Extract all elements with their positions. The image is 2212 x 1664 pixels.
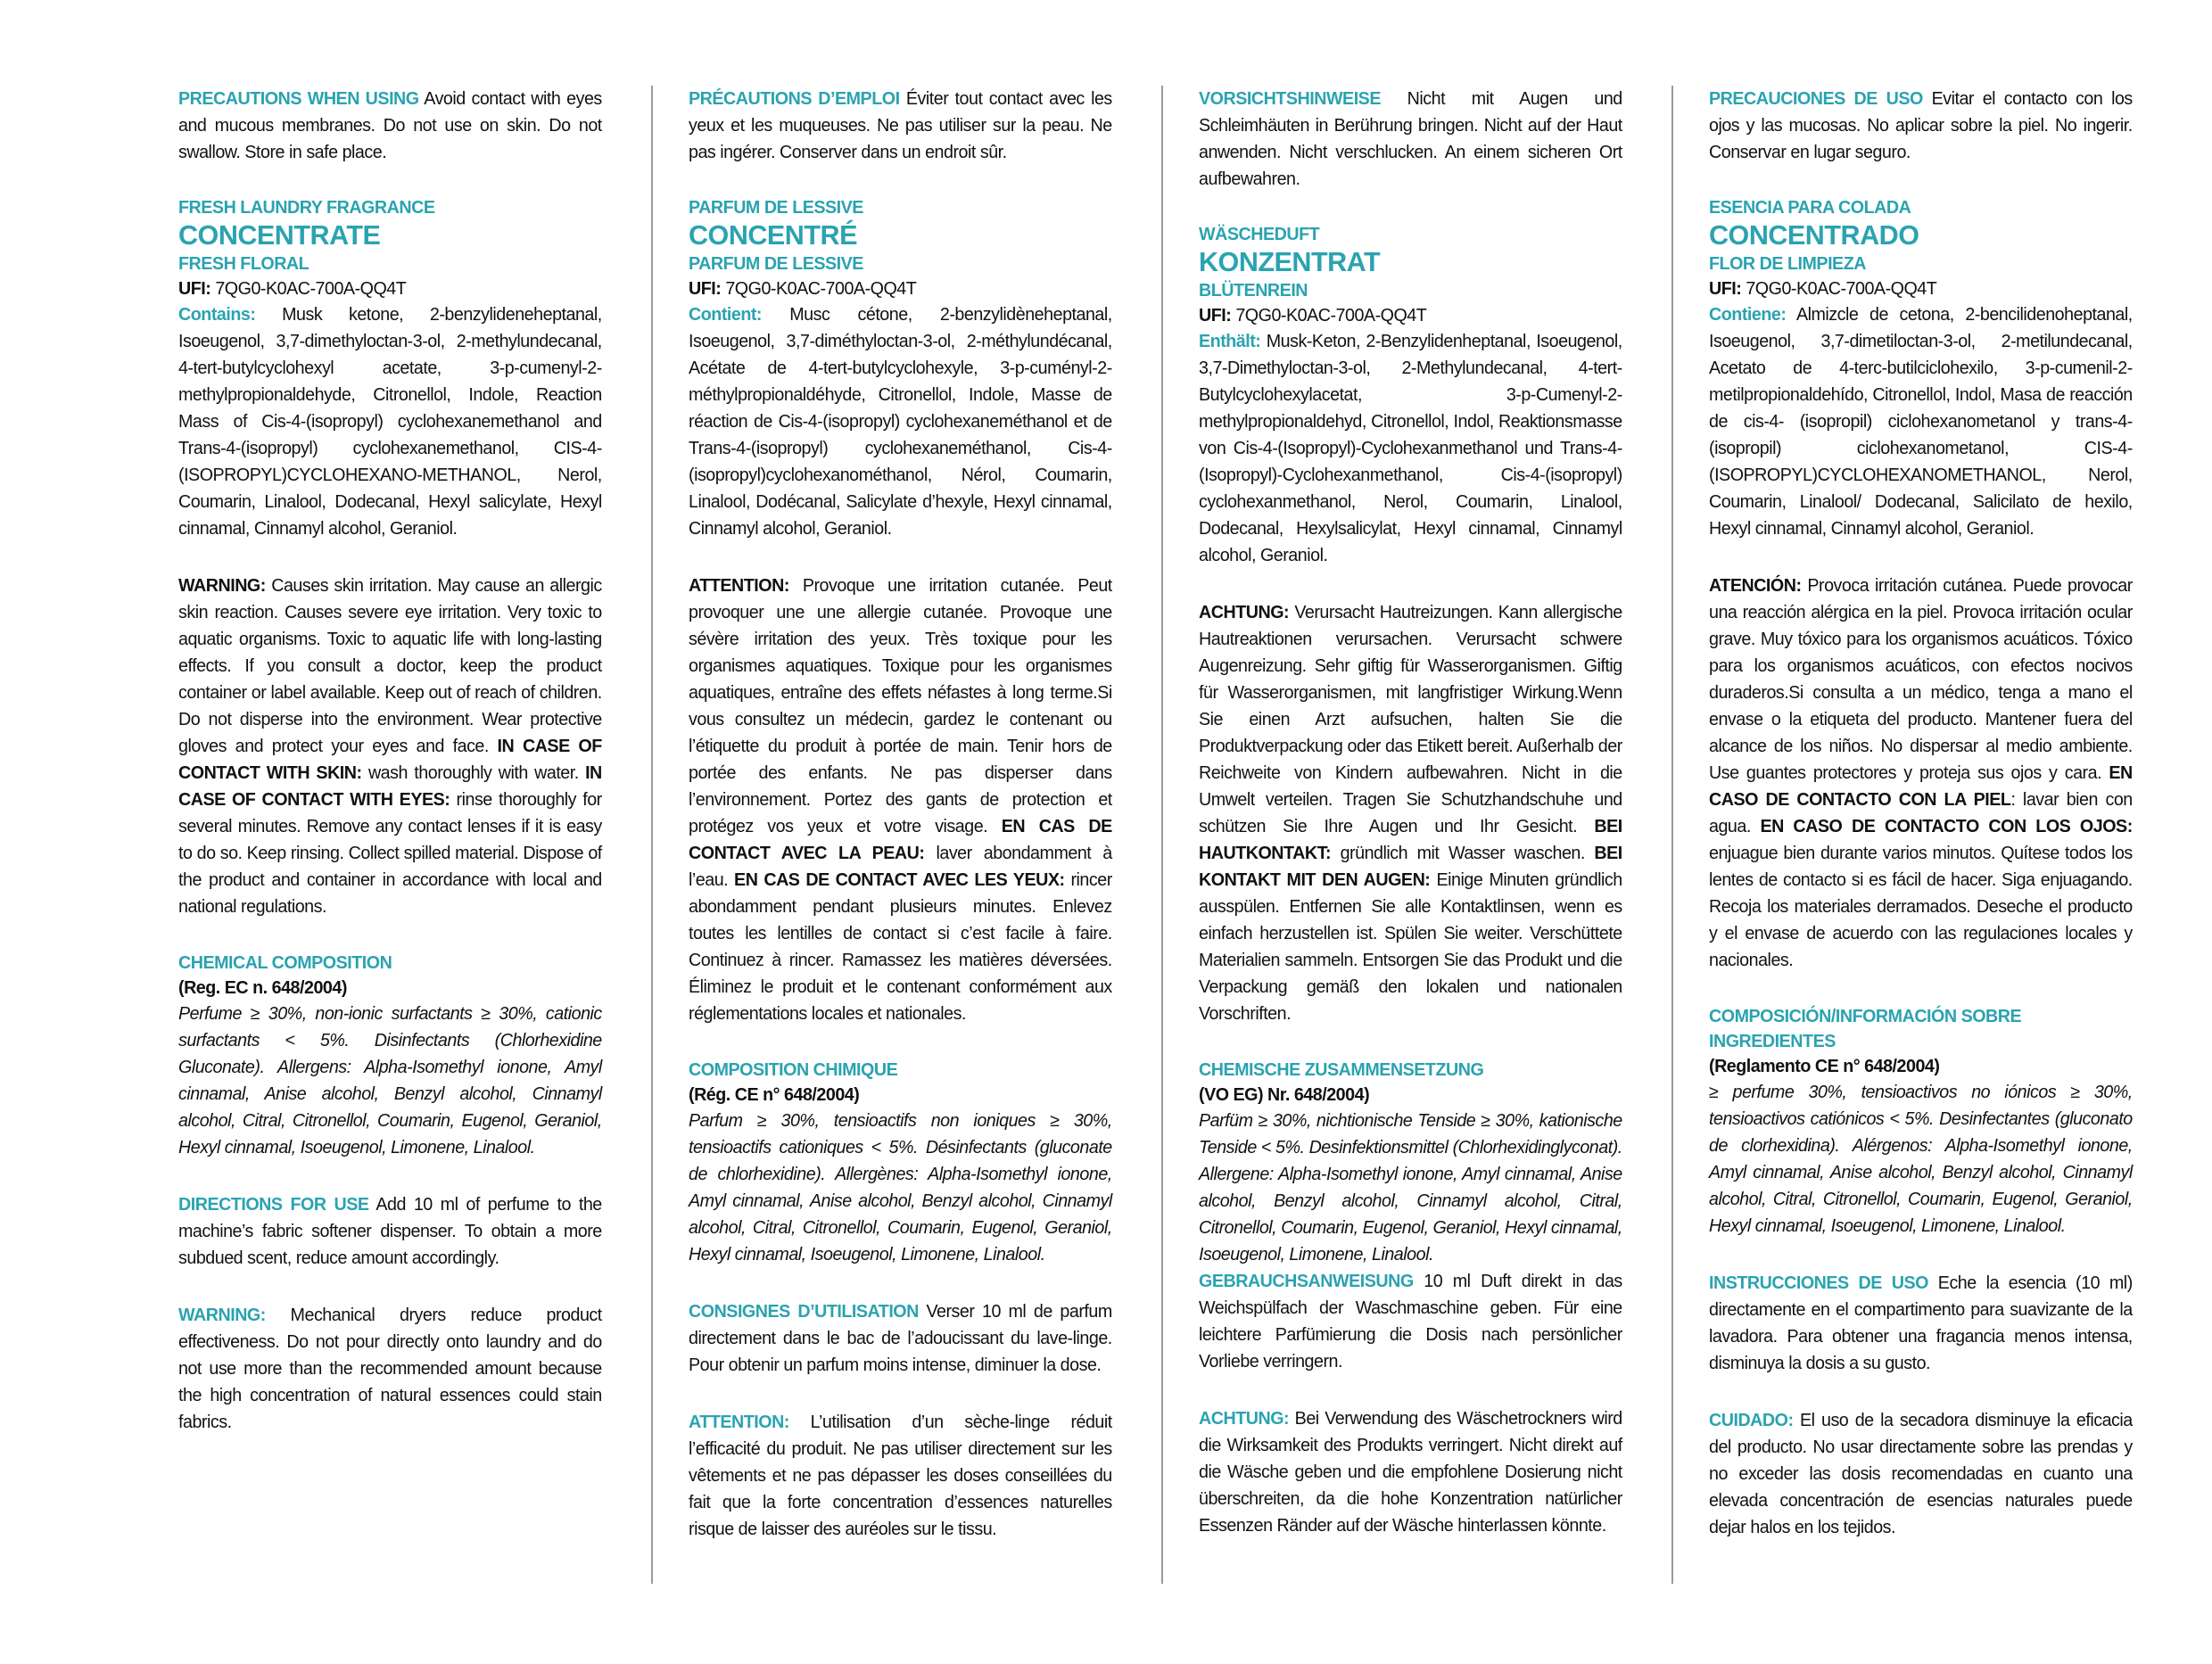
contains-text: Almizcle de cetona, 2-bencilidenoheptanal, Isoeugenol, 3,7-dimetiloctan-3-ol, 2-metilundecanal, Acetato de 4-terc-butilciclohexilo, 3-p-cumenil-2-metilpropionaldehído, Citronellol, Indol, Masa de reacción de cis-4- (isopropil) ciclohexanometanol y trans-4- (isopropil) ciclohexanometanol, CIS-4-(ISOPROPYL)CYCLOHEXANOMETHANOL, Nerol, Coumarin, Linalool/ Dodecanal, Salicilato de hexilo, Hexyl cinnamal, Cinnamyl alcohol, Geraniol. [1709,305,2133,539]
dryer-warning-text: L’utilisation d’un sèche-linge réduit l’efficacité du produit. Ne pas utiliser directement sur les vêtements et ne pas dépasser les doses conseillées du fait que la forte concentration d’essences naturelles risque de laisser des auréoles sur le tissu. [689,1413,1112,1539]
product-type: WÄSCHEDUFT [1199,225,1320,244]
regulation-reference: (Reglamento CE n° 648/2004) [1709,1057,1940,1076]
dryer-warning-label: ATTENTION: [689,1413,789,1432]
warning-paragraph [178,573,602,920]
warning-text: Causes skin irritation. May cause an allergic skin reaction. Causes severe eye irritation. Very toxic to aquatic organisms. Toxic to aquatic life with long-lasting effects. If you consult a doctor, keep the product container or label available. Keep out of reach of children. Do not disperse into the environment. Wear protective gloves and protect your eyes and face. [178,576,602,756]
ufi-code [1709,276,2133,301]
column-divider [1161,86,1163,1584]
precautions-paragraph [689,86,1112,166]
directions-label: DIRECTIONS FOR USE [178,1195,369,1215]
ufi-code [178,276,602,301]
precautions-paragraph [178,86,602,166]
skin-contact-label: EN CASO DE CONTACTO CON LA PIEL [1709,763,2133,810]
ufi-label: UFI: [1199,306,1232,325]
dryer-warning-text: Mechanical dryers reduce product effectiveness. Do not pour directly onto laundry and do not use more than the recommended amount because the high concentration of natural essences could stain fabrics. [178,1306,602,1432]
skin-contact-text: gründlich mit Wasser waschen. [1331,844,1595,863]
attention-paragraph [689,573,1112,1027]
skin-contact-text: laver abondamment à l’eau. [689,844,1112,890]
dryer-warning-text: El uso de la secadora disminuye la eficacia del producto. No usar directamente sobre las prendas y no exceder las dosis recomendadas en cuanto una elevada concentración de esencias naturales puede dejar halos en los tejidos. [1709,1411,2133,1537]
ufi-label: UFI: [689,279,722,299]
contains-paragraph [1709,301,2133,542]
dryer-warning-paragraph [689,1409,1112,1543]
product-title: KONZENTRAT [1199,246,1381,277]
contains-text: Musc cétone, 2-benzylidèneheptanal, Isoeugenol, 3,7-diméthyloctan-3-ol, 2-méthylundécanal, Acétate de 4-tert-butylcyclohexyle, 3-p-cuményl-2-méthylpropionaldéhyde, Citronellol, Indole, Masse de réaction de Cis-4-(isopropyl) cyclohexaneméthanol et de Trans-4-(isopropyl) cyclohexaneméthanol, Cis-4-(isopropyl)cyclohexanométhanol, Nérol, Coumarin, Linalool, Dodécanal, Salicylate d’hexyle, Hexyl cinnamal, Cinnamyl alcohol, Geraniol. [689,305,1112,539]
eye-contact-text: enjuague bien durante varios minutos. Quítese todos los lentes de contacto si es fácil de hacer. Siga enjuagando. Recoja los materiales derramados. Deseche el producto y el envase de acuerdo con las regulaciones locales y nacionales. [1709,844,2133,970]
chemical-composition-heading: CHEMISCHE ZUSAMMENSETZUNG [1199,1060,1484,1080]
contains-label: Enthält: [1199,332,1261,351]
attention-paragraph [1709,573,2133,974]
contains-label: Contient: [689,305,763,325]
attention-label: ACHTUNG: [1199,603,1290,622]
contains-label: Contains: [178,305,256,325]
dryer-warning-label: WARNING: [178,1306,266,1325]
skin-contact-text: wash thoroughly with water. [361,763,586,783]
dryer-warning-label: CUIDADO: [1709,1411,1794,1430]
dryer-warning-paragraph [1199,1405,1622,1539]
ufi-label: UFI: [1709,279,1742,299]
eye-contact-text: rincer abondamment pendant plusieurs minutes. Enlevez toutes les lentilles de contact si c’est facile à faire. Continuez à rincer. Ramassez les matières déversées. Éliminez le produit et le contenant conformément aux réglementations locales et nationales. [689,870,1112,1024]
precautions-label: PRECAUTIONS WHEN USING [178,89,419,109]
column-german [1199,86,1622,1539]
regulation-reference: (VO EG) Nr. 648/2004) [1199,1085,1370,1105]
precautions-label: PRÉCAUTIONS D’EMPLOI [689,89,900,109]
directions-paragraph [1199,1268,1622,1375]
directions-paragraph [1709,1270,2133,1377]
dryer-warning-text: Bei Verwendung des Wäschetrockners wird die Wirksamkeit des Produkts verringert. Nicht direkt auf die Wäsche geben und die empfohlene Dosierung nicht überschreiten, da die hohe Konzentration natürlicher Essenzen Ränder auf der Wäsche hinterlassen könnte. [1199,1409,1622,1536]
precautions-paragraph [1709,86,2133,166]
precautions-text: Avoid contact with eyes and mucous membranes. Do not use on skin. Do not swallow. Store in safe place. [178,89,602,162]
precautions-text: Evitar el contacto con los ojos y las mucosas. No aplicar sobre la piel. No ingerir. Conservar en lugar seguro. [1709,89,2133,162]
precautions-label: VORSICHTSHINWEISE [1199,89,1381,109]
contains-paragraph [178,301,602,542]
product-scent: FRESH FLORAL [178,254,310,274]
precautions-label: PRECAUCIONES DE USO [1709,89,1923,109]
chemical-composition-heading: COMPOSITION CHIMIQUE [689,1060,898,1080]
column-english [178,86,602,1436]
regulation-reference: (Rég. CE n° 648/2004) [689,1085,860,1105]
product-type: ESENCIA PARA COLADA [1709,198,1911,218]
product-type: FRESH LAUNDRY FRAGRANCE [178,198,435,218]
contains-text: Musk ketone, 2-benzylideneheptanal, Isoeugenol, 3,7-dimethyloctan-3-ol, 2-methylundecanal, 4-tert-butylcyclohexyl acetate, 3-p-cumenyl-2-methylpropionaldehyde, Citronellol, Indole, Reaction Mass of Cis-4-(isopropyl) cyclohexanemethanol and Trans-4-(isopropyl) cyclohexanemethanol, CIS-4-(ISOPROPYL)CYCLOHEXANO-METHANOL, Nerol, Coumarin, Linalool, Dodecanal, Hexyl salicylate, Hexyl cinnamal, Cinnamyl alcohol, Geraniol. [178,305,602,539]
eye-contact-text: rinse thoroughly for several minutes. Remove any contact lenses if it is easy to do so. Keep rinsing. Collect spilled material. Dispose of the product and container in accordance with local and national regulations. [178,790,602,917]
eye-contact-label: EN CAS DE CONTACT AVEC LES YEUX: [734,870,1065,890]
chemical-composition-heading: CHEMICAL COMPOSITION [178,953,392,973]
directions-paragraph [178,1191,602,1272]
directions-text: Eche la esencia (10 ml) directamente en el compartimento para suavizante de la lavadora. Para obtener una fragancia menos intensa, disminuya la dosis a su gusto. [1709,1273,2133,1373]
directions-label: GEBRAUCHSANWEISUNG [1199,1272,1414,1291]
directions-label: INSTRUCCIONES DE USO [1709,1273,1928,1293]
directions-text: 10 ml Duft direkt in das Weichspülfach der Waschmaschine geben. Für eine leichtere Parfümierung die Dosis nach persönlicher Vorliebe verringern. [1199,1272,1622,1372]
eye-contact-label: EN CASO DE CONTACTO CON LOS OJOS: [1760,817,2133,836]
ufi-code [689,276,1112,301]
contains-paragraph [689,301,1112,542]
ufi-label: UFI: [178,279,211,299]
product-title: CONCENTRATE [178,219,381,251]
dryer-warning-paragraph [178,1302,602,1436]
precautions-text: Nicht mit Augen und Schleimhäuten in Berührung bringen. Nicht auf der Haut anwenden. Nicht verschlucken. An einem sicheren Ort aufbewahren. [1199,89,1622,189]
dryer-warning-paragraph [1709,1407,2133,1541]
column-french [689,86,1112,1543]
attention-text: Verursacht Hautreizungen. Kann allergische Hautreaktionen verursachen. Verursacht schwere Augenreizung. Sehr giftig für Wasserorganismen. Giftig für Wasserorganismen, mit langfristiger Wirkung.Wenn Sie einen Arzt aufsuchen, halten Sie die Produktverpackung oder das Etikett bereit. Außerhalb der Reichweite von Kindern aufbewahren. Nicht in die Umwelt verteilen. Tragen Sie Schutzhandschuhe und schützen Sie Ihre Augen und Ihr Gesicht. [1199,603,1622,836]
attention-label: ATENCIÓN: [1709,576,1802,596]
eye-contact-label: IN CASE OF CONTACT WITH EYES: [178,763,602,810]
column-spanish [1709,86,2133,1541]
product-scent: PARFUM DE LESSIVE [689,254,863,274]
eye-contact-text: Einige Minuten gründlich ausspülen. Entfernen Sie alle Kontaktlinsen, wenn es einfach herzustellen ist. Spülen Sie weiter. Verschüttete Materialien sammeln. Entsorgen Sie das Produkt und die Verpackung gemäß den lokalen und nationalen Vorschriften. [1199,870,1622,1024]
chemical-composition-text: Parfüm ≥ 30%, nichtionische Tenside ≥ 30%, kationische Tenside < 5%. Desinfektionsmittel (Chlorhexidinglyconat). Allergene: Alpha-Isomethyl ionone, Amyl cinnamal, Anise alcohol, Benzyl alcohol, Cinnamyl alcohol, Citral, Citronellol, Coumarin, Eugenol, Geraniol, Hexyl cinnamal, Isoeugenol, Limonene, Linalool. [1199,1111,1622,1264]
directions-text: Verser 10 ml de parfum directement dans le bac de l’adoucissant du lave-linge. Pour obtenir un parfum moins intense, diminuer la dose. [689,1302,1112,1375]
skin-contact-label: IN CASE OF CONTACT WITH SKIN: [178,737,602,783]
directions-text: Add 10 ml of perfume to the machine’s fabric softener dispenser. To obtain a more subdued scent, reduce amount accordingly. [178,1195,602,1268]
chemical-composition-heading: COMPOSICIÓN/INFORMACIÓN SOBRE INGREDIENTES [1709,1007,2022,1051]
column-divider [1671,86,1673,1584]
precautions-paragraph [1199,86,1622,193]
chemical-composition-text: ≥ perfume 30%, tensioactivos no iónicos ≥ 30%, tensioactivos catiónicos < 5%. Desinfectantes (gluconato de clorhexidina). Alérgenos: Alpha-Isomethyl ionone, Amyl cinnamal, Anise alcohol, Benzyl alcohol, Cinnamyl alcohol, Citral, Citronellol, Coumarin, Eugenol, Geraniol, Hexyl cinnamal, Isoeugenol, Limonene, Linalool. [1709,1083,2133,1236]
product-title: CONCENTRADO [1709,219,1919,251]
chemical-composition-text: Parfum ≥ 30%, tensioactifs non ioniques ≥ 30%, tensioactifs cationiques < 5%. Désinfectants (gluconate de chlorhexidine). Allergènes: Alpha-Isomethyl ionone, Amyl cinnamal, Anise alcohol, Benzyl alcohol, Cinnamyl alcohol, Citral, Citronellol, Coumarin, Eugenol, Geraniol, Hexyl cinnamal, Isoeugenol, Limonene, Linalool. [689,1111,1112,1264]
directions-label: CONSIGNES D’UTILISATION [689,1302,919,1322]
dryer-warning-label: ACHTUNG: [1199,1409,1290,1429]
ufi-value: 7QG0-K0AC-700A-QQ4T [721,279,917,299]
column-divider [651,86,653,1584]
skin-contact-text: : lavar bien con agua. [1709,790,2133,836]
product-scent: FLOR DE LIMPIEZA [1709,254,1866,274]
ufi-value: 7QG0-K0AC-700A-QQ4T [1231,306,1427,325]
ufi-value: 7QG0-K0AC-700A-QQ4T [1741,279,1937,299]
contains-text: Musk-Keton, 2-Benzylidenheptanal, Isoeugenol, 3,7-Dimethyloctan-3-ol, 2-Methylundecanal, 4-tert-Butylcyclohexylacetat, 3-p-Cumenyl-2-methylpropionaldehyd, Citronellol, Indol, Reaktionsmasse von Cis-4-(Isopropyl)-Cyclohexanmethanol und Trans-4-(Isopropyl)-Cyclohexanmethanol, Cis-4-(isopropyl) cyclohexanmethanol, Nerol, Coumarin, Linalool, Dodecanal, Hexylsalicylat, Hexyl cinnamal, Cinnamyl alcohol, Geraniol. [1199,332,1622,565]
warning-label: WARNING: [178,576,266,596]
attention-label: ATTENTION: [689,576,789,596]
ufi-value: 7QG0-K0AC-700A-QQ4T [210,279,407,299]
attention-text: Provoque une irritation cutanée. Peut provoquer une une allergie cutanée. Provoque une sévère irritation des yeux. Très toxique pour les organismes aquatiques. Toxique pour les organismes aquatiques, entraîne des effets néfastes à long terme.Si vous consultez un médecin, gardez le contenant ou l’étiquette du produit à portée de main. Tenir hors de portée des enfants. Ne pas disperser dans l’environnement. Portez des gants de protection et protégez vos yeux et votre visage. [689,576,1112,836]
attention-text: Provoca irritación cutánea. Puede provocar una reacción alérgica en la piel. Provoca irritación ocular grave. Muy tóxico para los organismos acuáticos. Tóxico para los organismos acuáticos, con efectos nocivos duraderos.Si consulta a un médico, tenga a mano el envase o la etiqueta del producto. Mantener fuera del alcance de los niños. No dispersar al medio ambiente. Use guantes protectores y proteja sus ojos y cara. [1709,576,2133,783]
directions-paragraph [689,1298,1112,1379]
regulation-reference: (Reg. EC n. 648/2004) [178,978,347,998]
contains-paragraph [1199,328,1622,569]
precautions-text: Éviter tout contact avec les yeux et les muqueuses. Ne pas utiliser sur la peau. Ne pas ingérer. Conserver dans un endroit sûr. [689,89,1112,162]
ufi-code [1199,303,1622,328]
product-type: PARFUM DE LESSIVE [689,198,863,218]
skin-contact-label: EN CAS DE CONTACT AVEC LA PEAU: [689,817,1112,863]
skin-contact-label: BEI HAUTKONTAKT: [1199,817,1622,863]
eye-contact-label: BEI KONTAKT MIT DEN AUGEN: [1199,844,1622,890]
chemical-composition-text: Perfume ≥ 30%, non-ionic surfactants ≥ 30%, cationic surfactants < 5%. Disinfectants (Chlorhexidine Gluconate). Allergens: Alpha-Isomethyl ionone, Amyl cinnamal, Anise alcohol, Benzyl alcohol, Cinnamyl alcohol, Citral, Citronellol, Coumarin, Eugenol, Geraniol, Hexyl cinnamal, Isoeugenol, Limonene, Linalool. [178,1004,602,1157]
attention-paragraph [1199,599,1622,1027]
product-title: CONCENTRÉ [689,219,857,251]
contains-label: Contiene: [1709,305,1787,325]
product-scent: BLÜTENREIN [1199,281,1308,301]
